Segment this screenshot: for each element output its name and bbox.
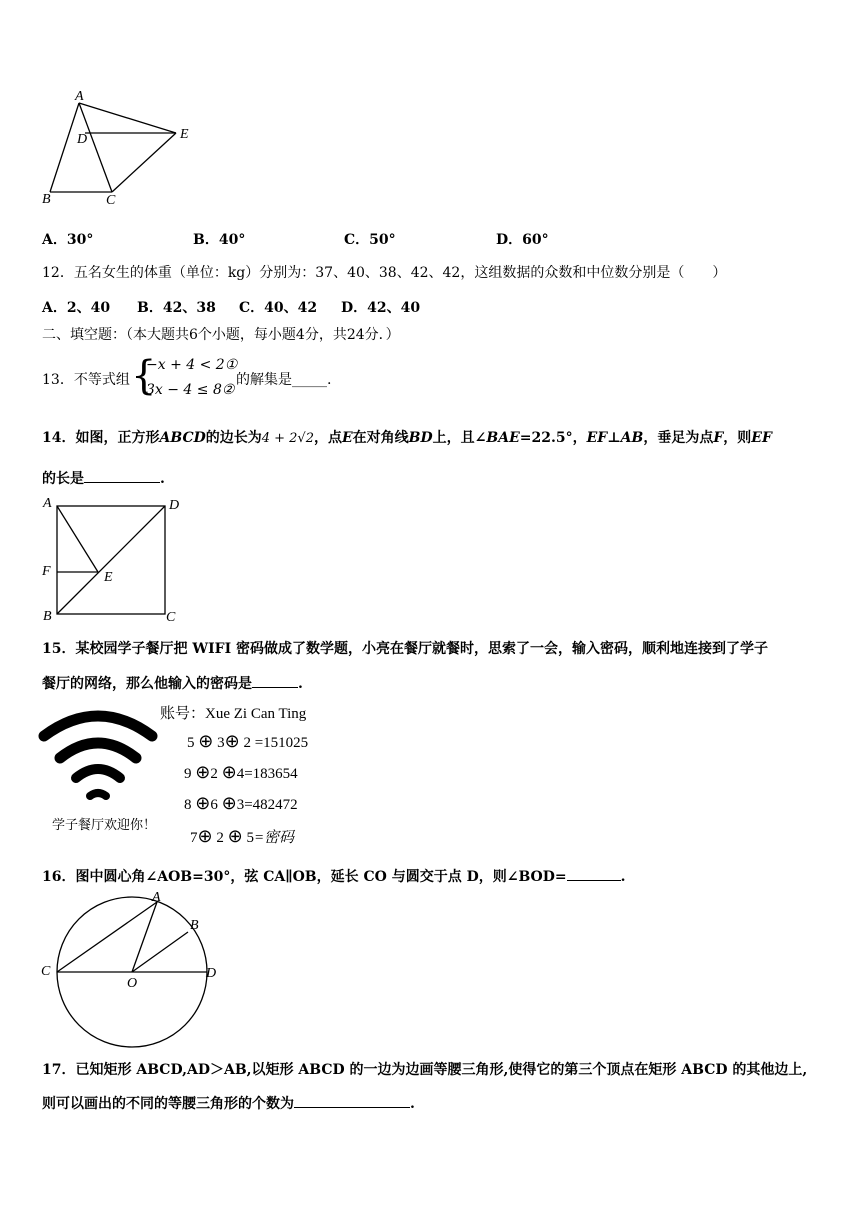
q13-inequality-1: −x + 4 < 2① [146,357,238,373]
q14-label-b: B [43,609,52,624]
q12-option-a: A．2、40 [42,300,111,316]
q14-label-e: E [104,570,113,585]
wifi-row-1: 5 ⊕ 3⊕ 2 =151025 [187,731,309,752]
q14-label-f: F [42,564,51,579]
q14-answer-blank[interactable] [84,468,160,483]
q14-text: 14．如图，正方形ABCD的边长为4 + 2√2，点E在对角线BD上，且∠BAE=22.5°，EF⊥AB，垂足为点F，则EF [42,430,772,446]
q11-option-c: C．50° [344,232,396,248]
q16-label-a: A [152,890,161,905]
q17-answer-blank[interactable] [294,1093,410,1108]
q15-answer-blank[interactable] [252,673,298,688]
q13-prefix: 13．不等式组 [42,372,130,388]
q11-option-a: A．30° [42,232,94,248]
q13-suffix: 的解集是_____. [236,372,332,388]
q12-option-b: B．42、38 [137,300,216,316]
q16-label-b: B [190,918,199,933]
q16-label-o: O [127,976,138,991]
q11-label-d: D [77,132,88,147]
q15-line2: 餐厅的网络，那么他输入的密码是 . [42,673,303,693]
q11-option-d: D．60° [496,232,549,248]
q16-circle-figure [40,890,230,1055]
q14-label-c: C [166,610,176,625]
q14-label-a: A [43,496,52,511]
q11-label-b: B [42,192,51,207]
q16-label-c: C [41,964,51,979]
q11-label-c: C [106,193,116,208]
q11-label-a: A [75,89,84,104]
q12-option-d: D．42、40 [341,300,421,316]
wifi-caption: 学子餐厅欢迎你！ [52,818,157,833]
q11-label-e: E [180,127,189,142]
q11-option-b: B．40° [193,232,246,248]
q12-option-c: C．40、42 [239,300,318,316]
wifi-row-4: 7⊕ 2 ⊕ 5=密码 [190,826,295,847]
q12-text: 12．五名女生的体重（单位：kg）分别为：37、40、38、42、42，这组数据的众数和中位数分别是（ ） [42,265,727,281]
q17-line1: 17．已知矩形 ABCD,AD＞AB,以矩形 ABCD 的一边为边画等腰三角形,使得它的第三个顶点在矩形 ABCD 的其他边上, [42,1062,808,1078]
q14-side-length: 4 + 2√2 [261,431,314,446]
q16-text: 16．图中圆心角∠AOB=30°，弦 CA∥OB，延长 CO 与圆交于点 D，则∠BOD= . [42,866,626,886]
q14-label-d: D [169,498,180,513]
q17-line2: 则可以画出的不同的等腰三角形的个数为 . [42,1093,415,1113]
q16-answer-blank[interactable] [567,866,621,881]
q11-figure [40,90,200,210]
section-fill-in-heading: 二、填空题：（本大题共6个小题，每小题4分，共24分．） [42,327,400,343]
wifi-account: 账号：Xue Zi Can Ting [160,706,307,722]
wifi-row-3: 8 ⊕6 ⊕3=482472 [184,793,298,814]
q13-inequality-2: 3x − 4 ≤ 8② [146,382,235,398]
q13-brace: { [131,353,157,399]
wifi-row-2: 9 ⊕2 ⊕4=183654 [184,762,298,783]
q15-line1: 15．某校园学子餐厅把 WIFI 密码做成了数学题，小亮在餐厅就餐时，思索了一会，输入密码，顺利地连接到了学子 [42,641,768,657]
wifi-icon [38,708,158,808]
q14-figure [40,498,180,628]
q14-line2: 的长是 . [42,468,165,488]
q16-label-d: D [206,966,217,981]
